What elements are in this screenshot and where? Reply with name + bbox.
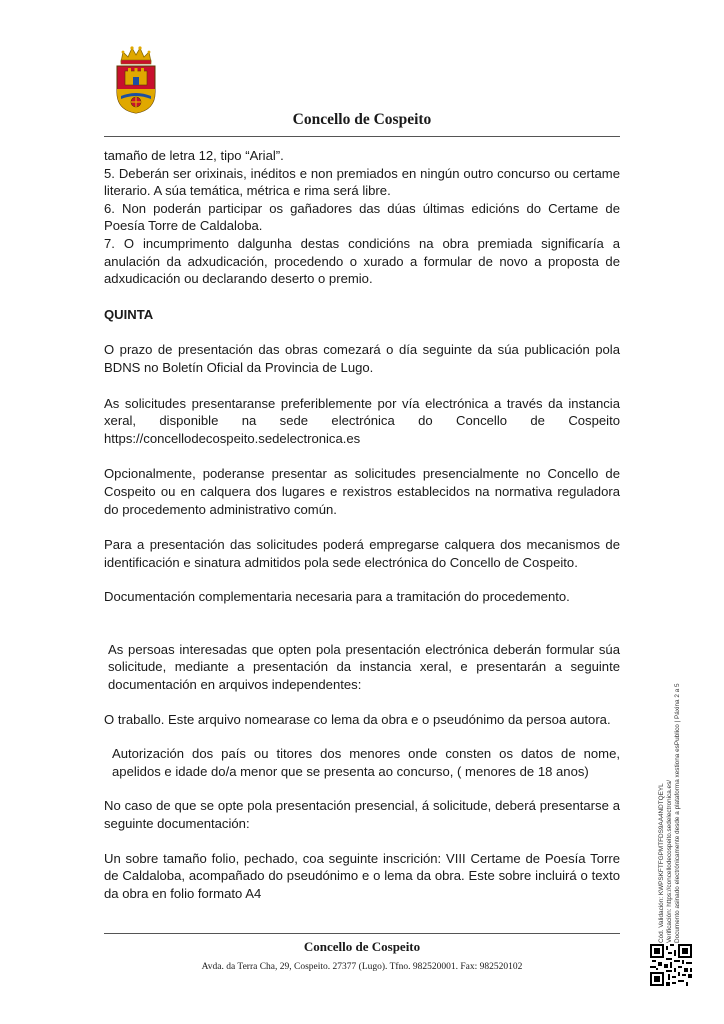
clause-7: 7. O incumprimento dalgunha destas condicións na obra premiada significaría a anulación da adxudicación, procedendo o xurado a formular de novo a proposta de adxudicación ou declarando deserto o premio. bbox=[104, 235, 620, 287]
footer-address: Avda. da Terra Cha, 29, Cospeito. 27377 (Lugo). Tfno. 982520001. Fax: 982520102 bbox=[201, 962, 523, 972]
header-divider bbox=[104, 136, 620, 137]
coat-of-arms-logo bbox=[113, 44, 159, 114]
clause-5: 5. Deberán ser orixinais, inéditos e non premiados en ningún outro concurso ou certame literario. A súa temática, métrica e rima será libre. bbox=[104, 165, 620, 199]
footer-title: Concello de Cospeito bbox=[303, 939, 421, 954]
page-header-title: Concello de Cospeito bbox=[292, 111, 432, 128]
section-heading-quinta: QUINTA bbox=[104, 306, 154, 322]
validation-side-note bbox=[658, 643, 682, 943]
paragraph-parental-authorization: Autorización dos país ou titores dos menores onde consten os datos de nome, apelidos e idade do/a menor que se presenta ao concurso, ( menores de 18 anos) bbox=[112, 746, 620, 779]
paragraph-complementary-docs: Documentación complementaria necesaria para a tramitación do procedemento. bbox=[104, 589, 570, 605]
paragraph-submission-deadline: O prazo de presentación das obras comezará o día seguinte da súa publicación pola BDNS no Boletín Oficial da Provincia de Lugo. bbox=[104, 342, 620, 375]
validation-code: Cód. Validación: KWPSKFTFGPMTFDS9AA4NDTQEYL bbox=[658, 783, 665, 943]
clause-6: 6. Non poderán participar os gañadores das dúas últimas edicións do Certame de Poesía Torre de Caldaloba. bbox=[104, 200, 620, 234]
paragraph-envelope: Un sobre tamaño folio, pechado, coa seguinte inscrición: VIII Certame de Poesía Torre de Caldaloba, acompañado do pseudónimo e o lema da obra. Este sobre incluirá o texto da obra en folio formato A4 bbox=[104, 850, 620, 901]
paragraph-in-person-docs: No caso de que se opte pola presentación presencial, á solicitude, deberá presentarse a seguinte documentación: bbox=[104, 798, 620, 832]
verification-link[interactable]: Verificación: https://concellodecospeito.sedelectronica.es/ bbox=[666, 779, 673, 943]
paragraph-electronic-docs: As persoas interesadas que opten pola presentación electrónica deberán formular súa solicitude, mediante a presentación da instancia xeral, e presentarán a seguinte documentación en arquivos independentes: bbox=[108, 641, 620, 693]
qr-code-icon bbox=[650, 944, 692, 986]
document-body bbox=[104, 147, 620, 902]
footer-divider bbox=[104, 933, 620, 934]
signature-note: Documento asinado electrónicamente desde a plataforma xestiona esPublico | Páxina 2 a 5 bbox=[674, 683, 681, 943]
body-line-font: tamaño de letra 12, tipo “Arial”. bbox=[104, 148, 284, 163]
paragraph-work-file: O traballo. Este arquivo nomearase co lema da obra e o pseudónimo da persoa autora. bbox=[104, 711, 611, 727]
paragraph-electronic-submission: As solicitudes presentaranse preferiblemente por vía electrónica a través da instancia xeral, disponible na sede electrónica do Concello de Cospeito https://concellodecospeito.sedelectronica.es bbox=[104, 395, 620, 446]
paragraph-identification: Para a presentación das solicitudes poderá empregarse calquera dos mecanismos de identificación e sinatura admitidos pola sede electrónica do Concello de Cospeito. bbox=[104, 537, 620, 570]
paragraph-in-person-submission: Opcionalmente, poderanse presentar as solicitudes presencialmente no Concello de Cospeito ou en calquera dos lugares e rexistros establecidos na normativa reguladora do procedemento administrativo común. bbox=[104, 466, 620, 517]
